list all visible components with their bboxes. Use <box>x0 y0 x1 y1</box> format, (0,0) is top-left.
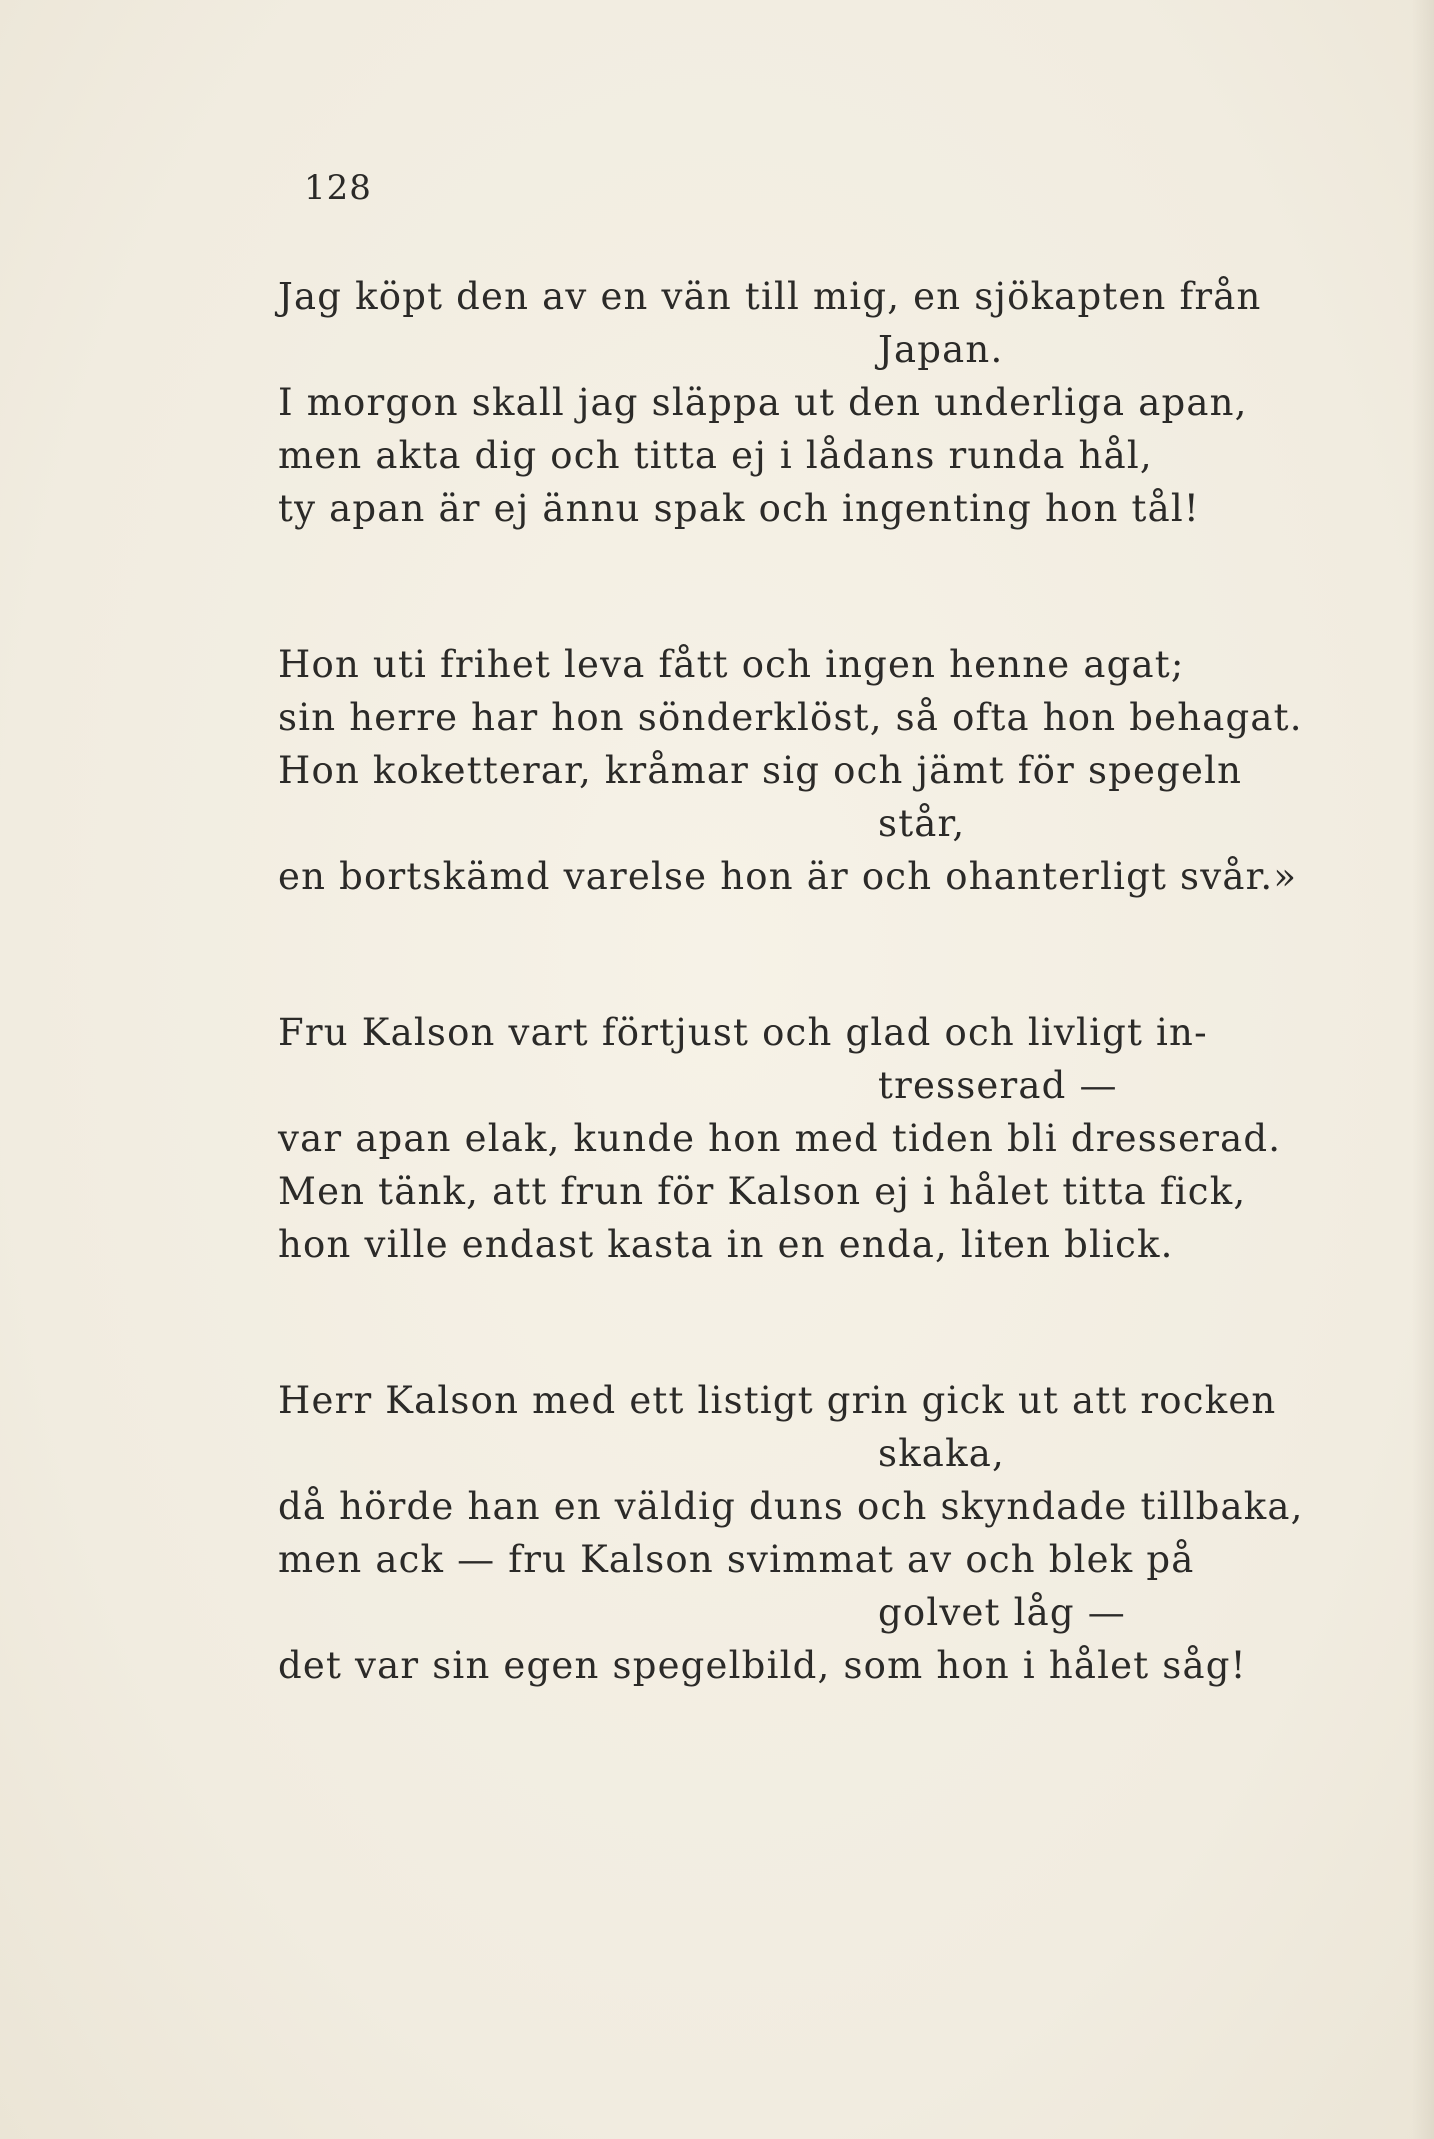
verse-line: Jag köpt den av en vän till mig, en sjökapten från <box>278 275 1262 318</box>
verse-line: Hon koketterar, kråmar sig och jämt för spegeln <box>278 749 1243 792</box>
verse-line: Hon uti frihet leva fått och ingen henne agat; <box>278 643 1185 686</box>
stanza-2 <box>278 638 1303 903</box>
verse-line: då hörde han en väldig duns och skyndade tillbaka, <box>278 1485 1304 1528</box>
verse-line: Men tänk, att frun för Kalson ej i hålet titta fick, <box>278 1170 1247 1213</box>
page-edge-shadow <box>1412 0 1434 2139</box>
stanza-1 <box>278 270 1298 535</box>
verse-line: hon ville endast kasta in en enda, liten blick. <box>278 1223 1174 1266</box>
verse-line-continuation: står, <box>878 802 966 845</box>
verse-line: men ack — fru Kalson svimmat av och blek på <box>278 1538 1195 1581</box>
stanza-3 <box>278 1006 1298 1271</box>
verse-line: sin herre har hon sönderklöst, så ofta hon behagat. <box>278 696 1303 739</box>
verse-line: en bortskämd varelse hon är och ohanterligt svår.» <box>278 855 1298 898</box>
poem <box>278 270 1304 1795</box>
page-number: 128 <box>304 168 372 208</box>
verse-line: ty apan är ej ännu spak och ingenting hon tål! <box>278 487 1200 530</box>
verse-line: det var sin egen spegelbild, som hon i hålet såg! <box>278 1644 1247 1687</box>
verse-line-continuation: golvet låg — <box>878 1591 1126 1634</box>
verse-line: var apan elak, kunde hon med tiden bli dresserad. <box>278 1117 1282 1160</box>
verse-line: men akta dig och titta ej i lådans runda hål, <box>278 434 1153 477</box>
verse-line-continuation: Japan. <box>878 328 1004 371</box>
stanza-4 <box>278 1374 1304 1692</box>
verse-line-continuation: tresserad — <box>878 1064 1118 1107</box>
verse-line: I morgon skall jag släppa ut den underliga apan, <box>278 381 1248 424</box>
verse-line-continuation: skaka, <box>878 1432 1005 1475</box>
verse-line: Fru Kalson vart förtjust och glad och livligt in- <box>278 1011 1208 1054</box>
verse-line: Herr Kalson med ett listigt grin gick ut att rocken <box>278 1379 1277 1422</box>
